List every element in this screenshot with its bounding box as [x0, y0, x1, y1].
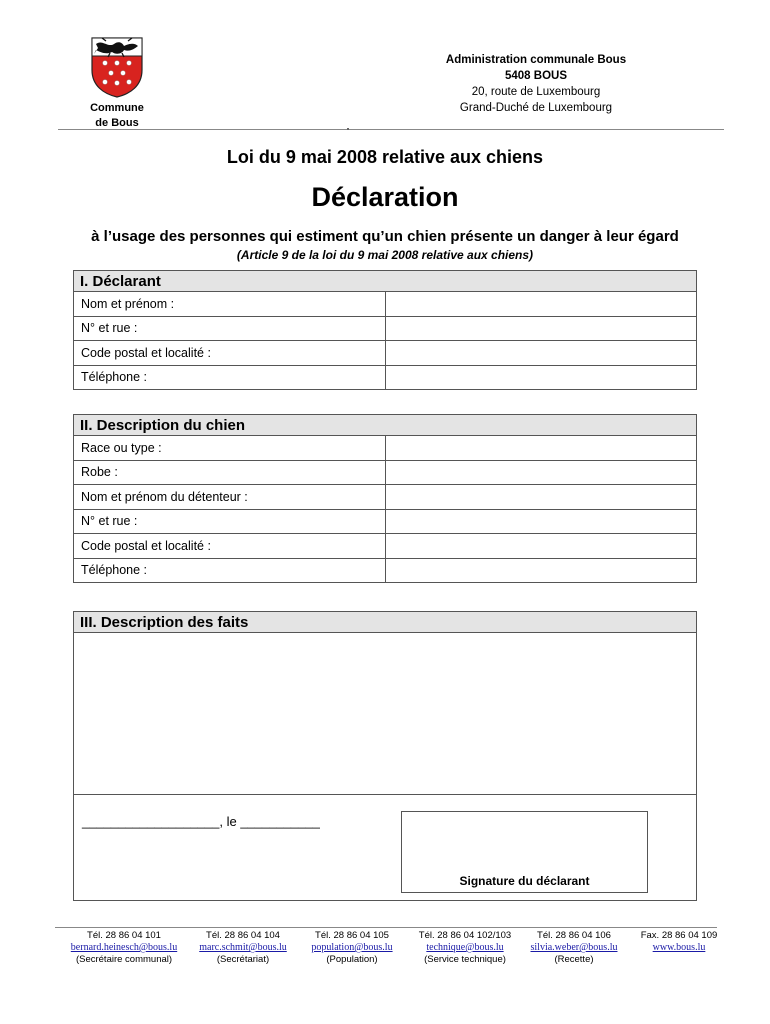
- table-row: [74, 341, 697, 366]
- field-label: N° et rue :: [74, 316, 386, 341]
- footer-role: (Secrétariat): [216, 954, 270, 965]
- footer-tel: Tél. 28 86 04 106: [537, 930, 611, 941]
- footer-fax: Fax. 28 86 04 109: [640, 930, 718, 941]
- footer-role: (Secrétaire communal): [75, 954, 173, 965]
- section-declarant-table: [73, 270, 697, 390]
- table-row: [74, 436, 697, 461]
- section-dog-title: II. Description du chien: [74, 415, 697, 436]
- admin-name: Administration communale Bous: [445, 54, 627, 66]
- footer-contact: [58, 930, 190, 966]
- header-divider: [58, 129, 724, 130]
- table-row: [74, 316, 697, 341]
- dog-breed-field[interactable]: [385, 436, 697, 461]
- table-row: [74, 365, 697, 390]
- footer-contact: [634, 930, 724, 954]
- table-row: [74, 509, 697, 534]
- field-label: Race ou type :: [74, 436, 386, 461]
- owner-postcode-field[interactable]: [385, 534, 697, 559]
- footer-tel: Tél. 28 86 04 105: [315, 930, 389, 941]
- footer-tel: Tél. 28 86 04 101: [87, 930, 161, 941]
- section-facts: [73, 611, 697, 901]
- field-label: N° et rue :: [74, 509, 386, 534]
- field-label: Robe :: [74, 460, 386, 485]
- table-row: [74, 460, 697, 485]
- footer-contact: [300, 930, 404, 966]
- table-row: [74, 292, 697, 317]
- admin-street: 20, route de Luxembourg: [471, 86, 601, 98]
- table-row: [74, 558, 697, 583]
- commune-line2: de Bous: [95, 117, 139, 129]
- footer-role: (Population): [326, 954, 378, 965]
- footer-website-link[interactable]: www.bous.lu: [652, 942, 706, 953]
- field-label: Nom et prénom du détenteur :: [74, 485, 386, 510]
- commune-line1: Commune: [90, 102, 144, 114]
- footer-contact: [524, 930, 624, 966]
- section-dog-table: [73, 414, 697, 583]
- header-divider-mark: [347, 128, 349, 130]
- signature-label: Signature du déclarant: [459, 874, 590, 888]
- footer-role: (Service technique): [424, 954, 506, 965]
- footer-email-link[interactable]: bernard.heinesch@bous.lu: [70, 942, 178, 953]
- field-label: Téléphone :: [74, 365, 386, 390]
- usage-subtitle: à l’usage des personnes qui estiment qu’un chien présente un danger à leur égard: [91, 228, 679, 245]
- footer-divider: [55, 927, 717, 928]
- section-facts-title: III. Description des faits: [74, 612, 696, 633]
- commune-crest-logo: [88, 36, 146, 98]
- footer-email-link[interactable]: technique@bous.lu: [426, 942, 504, 953]
- declaration-title: Déclaration: [311, 182, 459, 212]
- footer-contact: [408, 930, 522, 966]
- footer-email-link[interactable]: population@bous.lu: [311, 942, 393, 953]
- declarant-postcode-field[interactable]: [385, 341, 697, 366]
- footer-email-link[interactable]: marc.schmit@bous.lu: [199, 942, 287, 953]
- admin-postcode: 5408 BOUS: [504, 70, 567, 82]
- article-reference: (Article 9 de la loi du 9 mai 2008 relative aux chiens): [236, 248, 534, 262]
- declarant-name-field[interactable]: [385, 292, 697, 317]
- admin-country: Grand-Duché de Luxembourg: [459, 102, 613, 114]
- owner-street-field[interactable]: [385, 509, 697, 534]
- table-row: [74, 485, 697, 510]
- footer-tel: Tél. 28 86 04 104: [206, 930, 280, 941]
- administration-address: [400, 52, 672, 116]
- footer-contact: [190, 930, 296, 966]
- field-label: Code postal et localité :: [74, 534, 386, 559]
- field-label: Téléphone :: [74, 558, 386, 583]
- table-row: [74, 534, 697, 559]
- facts-description-area[interactable]: [74, 633, 696, 795]
- declarant-street-field[interactable]: [385, 316, 697, 341]
- commune-name: [78, 101, 156, 131]
- section-declarant-title: I. Déclarant: [74, 271, 697, 292]
- signature-box[interactable]: [401, 811, 648, 893]
- footer-role: (Recette): [554, 954, 594, 965]
- footer-tel: Tél. 28 86 04 102/103: [418, 930, 512, 941]
- field-label: Code postal et localité :: [74, 341, 386, 366]
- field-label: Nom et prénom :: [74, 292, 386, 317]
- dog-coat-field[interactable]: [385, 460, 697, 485]
- place-date-line[interactable]: ___________________, le ___________: [82, 814, 320, 829]
- law-title: Loi du 9 mai 2008 relative aux chiens: [226, 147, 544, 167]
- declarant-phone-field[interactable]: [385, 365, 697, 390]
- owner-name-field[interactable]: [385, 485, 697, 510]
- footer-email-link[interactable]: silvia.weber@bous.lu: [530, 942, 618, 953]
- owner-phone-field[interactable]: [385, 558, 697, 583]
